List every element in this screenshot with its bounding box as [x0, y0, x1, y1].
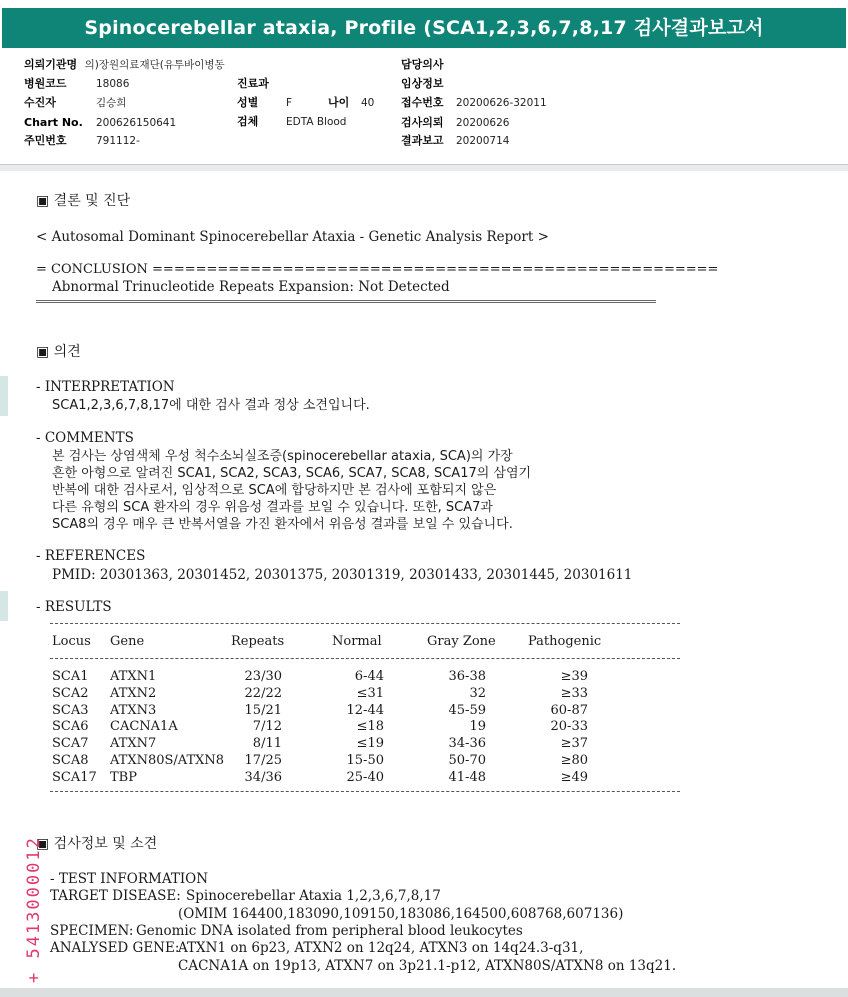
cell-repeats: 8/11 — [252, 736, 282, 752]
cell-grayzone: 19 — [469, 719, 486, 735]
age-value: 40 — [361, 97, 375, 109]
cell-gene: CACNA1A — [110, 719, 178, 735]
cell-normal: 25-40 — [346, 769, 384, 785]
cell-normal: 12-44 — [346, 702, 384, 718]
comment-line: SCA8의 경우 매우 큰 반복서열을 가진 환자에서 위음성 결과를 보일 수 있습니다. — [52, 517, 513, 532]
clinical-info-label: 임상정보 — [401, 77, 444, 90]
conclusion-label: = CONCLUSION ==================================================== — [36, 262, 719, 277]
table-header-pathogenic: Pathogenic — [528, 634, 602, 649]
resident-no-value: 791112- — [96, 135, 140, 147]
results-label: - RESULTS — [36, 599, 112, 615]
cell-grayzone: 50-70 — [448, 753, 486, 768]
cell-normal: ≤18 — [356, 719, 384, 735]
table-header-normal: Normal — [332, 634, 382, 649]
section-testinfo-heading: ▣ 검사정보 및 소견 — [36, 836, 158, 852]
doctor-label: 담당의사 — [401, 58, 444, 71]
report-date-value: 20200714 — [456, 135, 510, 147]
cell-grayzone: 45-59 — [448, 702, 486, 718]
comment-line: 본 검사는 상염색체 우성 척수소뇌실조증(spinocerebellar ataxia, SCA)의 가장 — [52, 449, 513, 464]
receipt-no-label: 접수번호 — [401, 96, 444, 109]
cell-locus: SCA3 — [52, 702, 89, 718]
age-label: 나이 — [328, 96, 350, 109]
edge-mark — [0, 591, 8, 621]
cell-normal: 6-44 — [354, 669, 384, 684]
target-disease-label: TARGET DISEASE: — [50, 888, 181, 904]
cell-repeats: 22/22 — [244, 685, 282, 701]
cell-pathogenic: 60-87 — [550, 702, 588, 718]
comment-line: 다른 유형의 SCA 환자의 경우 위음성 결과를 보일 수 있습니다. 또한, SCA7과 — [52, 500, 493, 515]
sex-label: 성별 — [237, 96, 259, 109]
cell-pathogenic: ≥33 — [560, 685, 588, 701]
cell-pathogenic: ≥80 — [560, 753, 588, 768]
target-disease-value: Spinocerebellar Ataxia 1,2,3,6,7,8,17 — [186, 888, 441, 904]
report-subtitle: < Autosomal Dominant Spinocerebellar Ataxia - Genetic Analysis Report > — [36, 229, 549, 245]
table-header-repeats: Repeats — [231, 634, 285, 649]
cell-pathogenic: ≥39 — [560, 669, 588, 684]
cell-locus: SCA8 — [52, 753, 89, 768]
analysed-gene-label: ANALYSED GENE: — [50, 940, 180, 956]
cell-pathogenic: ≥37 — [560, 736, 588, 752]
comments-label: - COMMENTS — [36, 430, 134, 446]
cell-normal: ≤19 — [356, 736, 384, 752]
cell-locus: SCA2 — [52, 685, 89, 701]
sex-value: F — [286, 97, 293, 109]
section-opinion-heading: ▣ 의견 — [36, 344, 81, 360]
hospital-code-value: 18086 — [96, 78, 130, 90]
cell-locus: SCA7 — [52, 736, 89, 752]
patient-name-field: 수진자 — [24, 96, 56, 109]
comment-line: 반복에 대한 검사로서, 임상적으로 SCA에 합당하지만 본 검사에 포함되지 않은 — [52, 483, 497, 498]
chart-no-field: Chart No. — [24, 116, 83, 129]
cell-repeats: 17/25 — [244, 753, 282, 768]
conclusion-rule — [36, 300, 656, 303]
edge-mark — [0, 376, 8, 416]
table-header-locus: Locus — [52, 634, 91, 649]
conclusion-text: Abnormal Trinucleotide Repeats Expansion: Not Detected — [52, 279, 450, 295]
cell-grayzone: 32 — [469, 685, 486, 701]
hospital-code-field: 병원코드 — [24, 77, 67, 90]
references-label: - REFERENCES — [36, 548, 146, 564]
omim-numbers: (OMIM 164400,183090,109150,183086,164500,608768,607136) — [178, 906, 624, 922]
cell-pathogenic: 20-33 — [550, 719, 588, 735]
institution-field: 의뢰기관명 의)장원의료재단(유투바이병동 — [24, 58, 225, 71]
analysed-gene-line: CACNA1A on 19p13, ATXN7 on 3p21.1-p12, ATXN80S/ATXN8 on 13q21. — [178, 958, 677, 974]
cell-repeats: 23/30 — [244, 669, 282, 684]
chart-no-value: 200626150641 — [96, 117, 177, 129]
cell-locus: SCA1 — [52, 669, 89, 684]
cell-repeats: 7/12 — [252, 719, 282, 735]
cell-gene: ATXN2 — [110, 685, 157, 701]
patient-info-header — [0, 48, 848, 165]
cell-gene: ATXN80S/ATXN8 — [110, 753, 225, 768]
stamp-number: + 5413000012 — [24, 836, 44, 983]
cell-grayzone: 41-48 — [448, 769, 486, 785]
table-header-grayzone: Gray Zone — [427, 634, 496, 649]
cell-repeats: 15/21 — [244, 702, 282, 718]
cell-gene: TBP — [110, 769, 137, 785]
specimen-label-text: SPECIMEN: — [50, 923, 134, 939]
cell-repeats: 34/36 — [244, 769, 282, 785]
department-label: 진료과 — [237, 77, 269, 90]
specimen-label: 검체 — [237, 115, 259, 128]
scanned-report — [0, 171, 848, 997]
cell-normal: 15-50 — [346, 753, 384, 768]
cell-gene: ATXN3 — [110, 702, 157, 718]
patient-name-value: 김승희 — [96, 97, 127, 109]
table-header-gene: Gene — [110, 634, 145, 649]
cell-normal: ≤31 — [356, 685, 384, 701]
bottom-scrollbar[interactable] — [0, 988, 848, 997]
table-top-rule — [50, 623, 680, 624]
test-info-label: - TEST INFORMATION — [50, 871, 209, 887]
interpretation-label: - INTERPRETATION — [36, 379, 175, 395]
interpretation-text: SCA1,2,3,6,7,8,17에 대한 검사 결과 정상 소견입니다. — [52, 398, 370, 413]
section-conclusion-heading: ▣ 결론 및 진단 — [36, 193, 131, 209]
barcode-stamp — [20, 825, 42, 985]
table-bottom-rule — [50, 791, 680, 792]
resident-no-field: 주민번호 — [24, 134, 67, 147]
request-date-value: 20200626 — [456, 117, 510, 129]
report-title-bar: Spinocerebellar ataxia, Profile (SCA1,2,3,6,7,8,17 검사결과보고서 — [2, 8, 846, 48]
receipt-no-value: 20200626-32011 — [456, 97, 547, 109]
specimen-value: EDTA Blood — [286, 116, 347, 128]
cell-pathogenic: ≥49 — [560, 769, 588, 785]
comment-line: 흔한 아형으로 알려진 SCA1, SCA2, SCA3, SCA6, SCA7, SCA8, SCA17의 삼염기 — [52, 466, 532, 481]
cell-gene: ATXN1 — [110, 669, 157, 684]
cell-locus: SCA6 — [52, 719, 89, 735]
specimen-value-text: Genomic DNA isolated from peripheral blood leukocytes — [136, 923, 523, 939]
references-text: PMID: 20301363, 20301452, 20301375, 20301319, 20301433, 20301445, 20301611 — [52, 567, 633, 583]
cell-locus: SCA17 — [52, 769, 97, 785]
cell-grayzone: 36-38 — [448, 669, 486, 684]
analysed-gene-line: ATXN1 on 6p23, ATXN2 on 12q24, ATXN3 on 14q24.3-q31, — [178, 940, 584, 956]
report-date-label: 결과보고 — [401, 134, 444, 147]
table-header-rule — [50, 658, 680, 659]
request-date-label: 검사의뢰 — [401, 116, 444, 129]
cell-gene: ATXN7 — [110, 736, 157, 752]
cell-grayzone: 34-36 — [448, 736, 486, 752]
